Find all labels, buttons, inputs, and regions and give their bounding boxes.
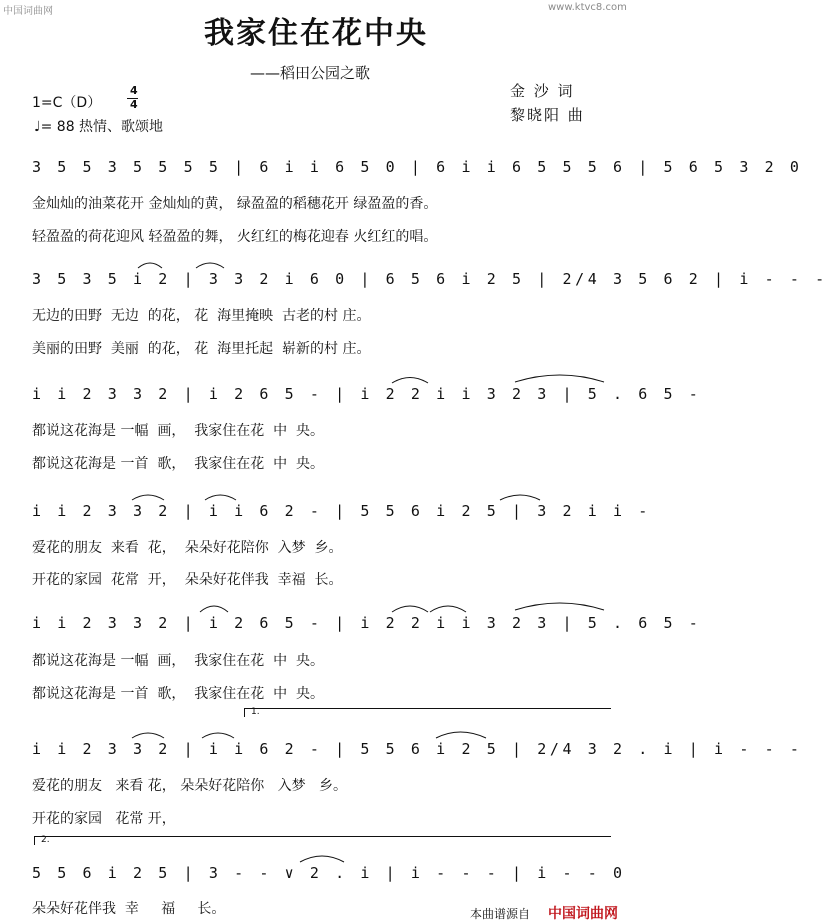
slur-mark — [392, 606, 428, 612]
slur-mark — [132, 495, 164, 500]
lyric-verse-1: 无边的田野 无边 的花， 花 海里掩映 古老的村 庄。 — [32, 308, 371, 324]
watermark-right: www.ktvc8.com — [548, 2, 627, 13]
slur-mark — [430, 606, 466, 612]
lyric-verse-1: 爱花的朋友 来看 花， 朵朵好花陪你 入梦 乡。 — [32, 778, 347, 794]
lyric-verse-1: 都说这花海是 一幅 画， 我家住在花 中 央。 — [32, 423, 325, 439]
jianpu-notes: i i 2 3 3 2 | i i 6 2 - | 5 5 6 i 2 5 | 3 2 i i - — [32, 502, 651, 520]
jianpu-notes: 3 5 5 3 5 5 5 5 | 6 i i 6 5 0 | 6 i i 6 5 5 5 6 | 5 6 5 3 2 0 — [32, 158, 803, 176]
lyric-verse-1: 金灿灿的油菜花开 金灿灿的黄， 绿盈盈的稻穗花开 绿盈盈的香。 — [32, 196, 438, 212]
slur-mark — [300, 856, 344, 862]
slur-mark — [205, 495, 236, 500]
lyric-verse-2: 都说这花海是 一首 歌， 我家住在花 中 央。 — [32, 686, 325, 702]
source-brand: 中国词曲网 — [548, 906, 618, 922]
song-title: 我家住在花中央 — [204, 16, 428, 51]
first-ending-label: 1. — [251, 707, 260, 717]
lyric-verse-2: 都说这花海是 一首 歌， 我家住在花 中 央。 — [32, 456, 325, 472]
slur-mark — [200, 606, 228, 612]
song-subtitle: ——稻田公园之歌 — [250, 64, 371, 82]
lyric-verse-2: 轻盈盈的荷花迎风 轻盈盈的舞， 火红红的梅花迎春 火红红的唱。 — [32, 229, 438, 245]
lyric-verse-2: 开花的家园 花常 开， — [32, 811, 176, 827]
lyricist: 金 沙 词 — [510, 82, 575, 100]
slur-mark — [500, 495, 540, 500]
jianpu-notes: i i 2 3 3 2 | i i 6 2 - | 5 5 6 i 2 5 | 2/4 3 2 . i | i - - - — [32, 740, 803, 758]
slur-mark — [138, 263, 162, 268]
jianpu-notes: i i 2 3 3 2 | i 2 6 5 - | i 2 2 i i 3 2 3 | 5 . 6 5 - — [32, 614, 702, 632]
key-signature: 1=C（D） — [32, 95, 102, 111]
lyric-verse-2: 开花的家园 花常 开， 朵朵好花伴我 幸福 长。 — [32, 572, 343, 588]
slur-mark — [515, 375, 604, 382]
jianpu-notes: 3 5 3 5 i 2 | 3 3 2 i 6 0 | 6 5 6 i 2 5 | 2/4 3 5 6 2 | i - - - — [32, 270, 828, 288]
slur-mark — [515, 603, 604, 610]
second-ending-label: 2. — [41, 835, 50, 845]
jianpu-notes: i i 2 3 3 2 | i 2 6 5 - | i 2 2 i i 3 2 3 | 5 . 6 5 - — [32, 385, 702, 403]
watermark-left: 中国词曲网 — [3, 6, 53, 17]
lyric-verse-1: 都说这花海是 一幅 画， 我家住在花 中 央。 — [32, 653, 325, 669]
lyric-verse-1: 爱花的朋友 来看 花， 朵朵好花陪你 入梦 乡。 — [32, 540, 343, 556]
tempo-marking: ♩= 88 热情、歌颂地 — [34, 119, 164, 135]
time-signature-top: 4 — [130, 84, 138, 97]
slur-mark — [202, 733, 234, 738]
slur-mark — [132, 733, 164, 738]
lyric-verse-1: 朵朵好花伴我 幸 福 长。 — [32, 901, 226, 917]
slur-mark — [392, 378, 428, 384]
slur-mark — [436, 732, 486, 738]
source-label: 本曲谱源自 — [470, 907, 531, 921]
time-signature-bottom: 4 — [130, 98, 138, 111]
composer: 黎晓阳 曲 — [510, 106, 585, 124]
jianpu-notes: 5 5 6 i 2 5 | 3 - - ∨ 2 . i | i - - - | i - - 0 — [32, 864, 626, 882]
lyric-verse-2: 美丽的田野 美丽 的花， 花 海里托起 崭新的村 庄。 — [32, 341, 371, 357]
slur-mark — [196, 263, 224, 268]
